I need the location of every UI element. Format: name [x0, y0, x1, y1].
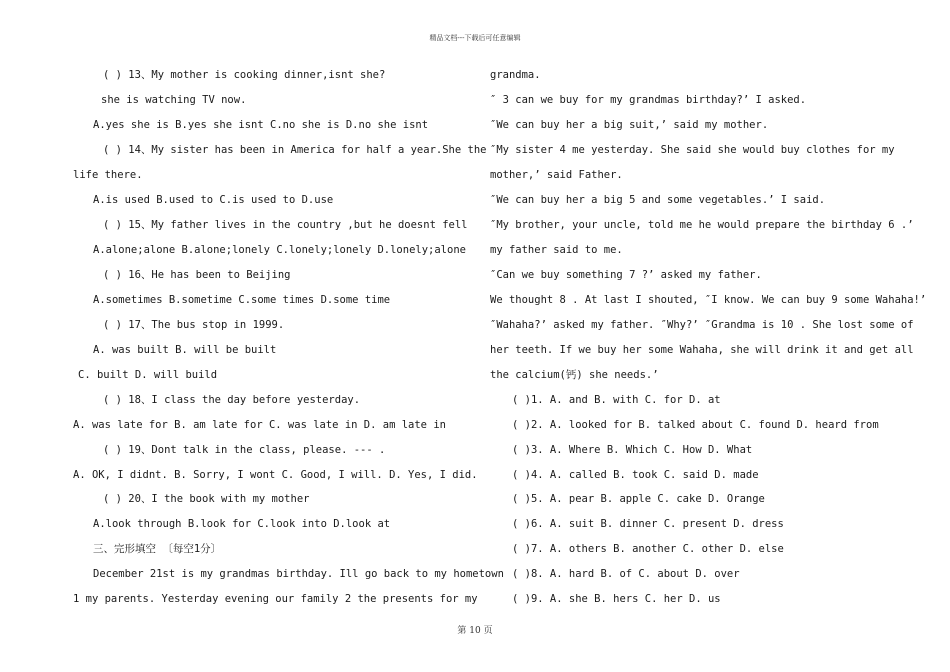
question-20: ( ) 20、I the book with my mother	[103, 493, 310, 505]
cloze-passage-line-5: mother,’ said Father.	[490, 169, 623, 181]
page-header: 精品文档---下载后可任意编辑	[429, 34, 521, 42]
cloze-passage-line-12: her teeth. If we buy her some Wahaha, she will drink it and get all	[490, 344, 914, 356]
cloze-option-6: ( )6. A. suit B. dinner C. present D. dress	[512, 518, 784, 530]
question-17-options-cd: C. built D. will build	[78, 369, 218, 381]
question-14-options: A.is used B.used to C.is used to D.use	[93, 194, 334, 206]
cloze-passage-line-13: the calcium(钙) she needs.’	[490, 369, 659, 381]
cloze-passage-line-4: ″My sister 4 me yesterday. She said she would buy clothes for my	[490, 144, 895, 156]
cloze-passage-line-8: my father said to me.	[490, 244, 623, 256]
cloze-option-1: ( )1. A. and B. with C. for D. at	[512, 394, 721, 406]
question-13-context: she is watching TV now.	[101, 94, 247, 106]
cloze-passage-line-11: ″Wahaha?’ asked my father. ″Why?’ ″Grandma is 10 . She lost some of	[490, 319, 914, 331]
cloze-paragraph-line-1: December 21st is my grandmas birthday. Ill go back to my hometown	[93, 568, 504, 580]
section-heading-cloze: 三、完形填空 〔每空1分〕	[93, 543, 222, 555]
question-15-options: A.alone;alone B.alone;lonely C.lonely;lonely D.lonely;alone	[93, 244, 466, 256]
question-13-options: A.yes she is B.yes she isnt C.no she is D.no she isnt	[93, 119, 429, 131]
cloze-option-7: ( )7. A. others B. another C. other D. else	[512, 543, 784, 555]
cloze-option-4: ( )4. A. called B. took C. said D. made	[512, 469, 759, 481]
cloze-passage-line-3: ″We can buy her a big suit,’ said my mother.	[490, 119, 769, 131]
question-16-options: A.sometimes B.sometime C.some times D.some time	[93, 294, 391, 306]
cloze-passage-line-7: ″My brother, your uncle, told me he would prepare the birthday 6 .’	[490, 219, 914, 231]
question-18: ( ) 18、I class the day before yesterday.	[103, 394, 361, 406]
cloze-option-3: ( )3. A. Where B. Which C. How D. What	[512, 444, 753, 456]
question-17: ( ) 17、The bus stop in 1999.	[103, 319, 285, 331]
cloze-option-2: ( )2. A. looked for B. talked about C. found D. heard from	[512, 419, 879, 431]
question-14-cont: life there.	[73, 169, 143, 181]
question-13: ( ) 13、My mother is cooking dinner,isnt she?	[103, 69, 386, 81]
question-20-options: A.look through B.look for C.look into D.look at	[93, 518, 391, 530]
cloze-passage-line-6: ″We can buy her a big 5 and some vegetables.’ I said.	[490, 194, 826, 206]
cloze-passage-line-9: ″Can we buy something 7 ?’ asked my father.	[490, 269, 762, 281]
cloze-passage-line-1: grandma.	[490, 69, 541, 81]
cloze-option-9: ( )9. A. she B. hers C. her D. us	[512, 593, 721, 605]
cloze-passage-line-10: We thought 8 . At last I shouted, ″I know. We can buy 9 some Wahaha!’	[490, 294, 927, 306]
question-18-options: A. was late for B. am late for C. was late in D. am late in	[73, 419, 446, 431]
question-16: ( ) 16、He has been to Beijing	[103, 269, 291, 281]
question-14: ( ) 14、My sister has been in America for half a year.She the	[103, 144, 487, 156]
cloze-option-8: ( )8. A. hard B. of C. about D. over	[512, 568, 740, 580]
question-19: ( ) 19、Dont talk in the class, please. --- .	[103, 444, 386, 456]
cloze-option-5: ( )5. A. pear B. apple C. cake D. Orange	[512, 493, 765, 505]
question-19-options: A. OK, I didnt. B. Sorry, I wont C. Good, I will. D. Yes, I did.	[73, 469, 478, 481]
question-17-options-ab: A. was built B. will be built	[93, 344, 277, 356]
cloze-paragraph-line-2: 1 my parents. Yesterday evening our family 2 the presents for my	[73, 593, 478, 605]
cloze-passage-line-2: ″ 3 can we buy for my grandmas birthday?’ I asked.	[490, 94, 807, 106]
page-footer: 第 10 页	[457, 626, 493, 636]
question-15: ( ) 15、My father lives in the country ,but he doesnt fell	[103, 219, 468, 231]
